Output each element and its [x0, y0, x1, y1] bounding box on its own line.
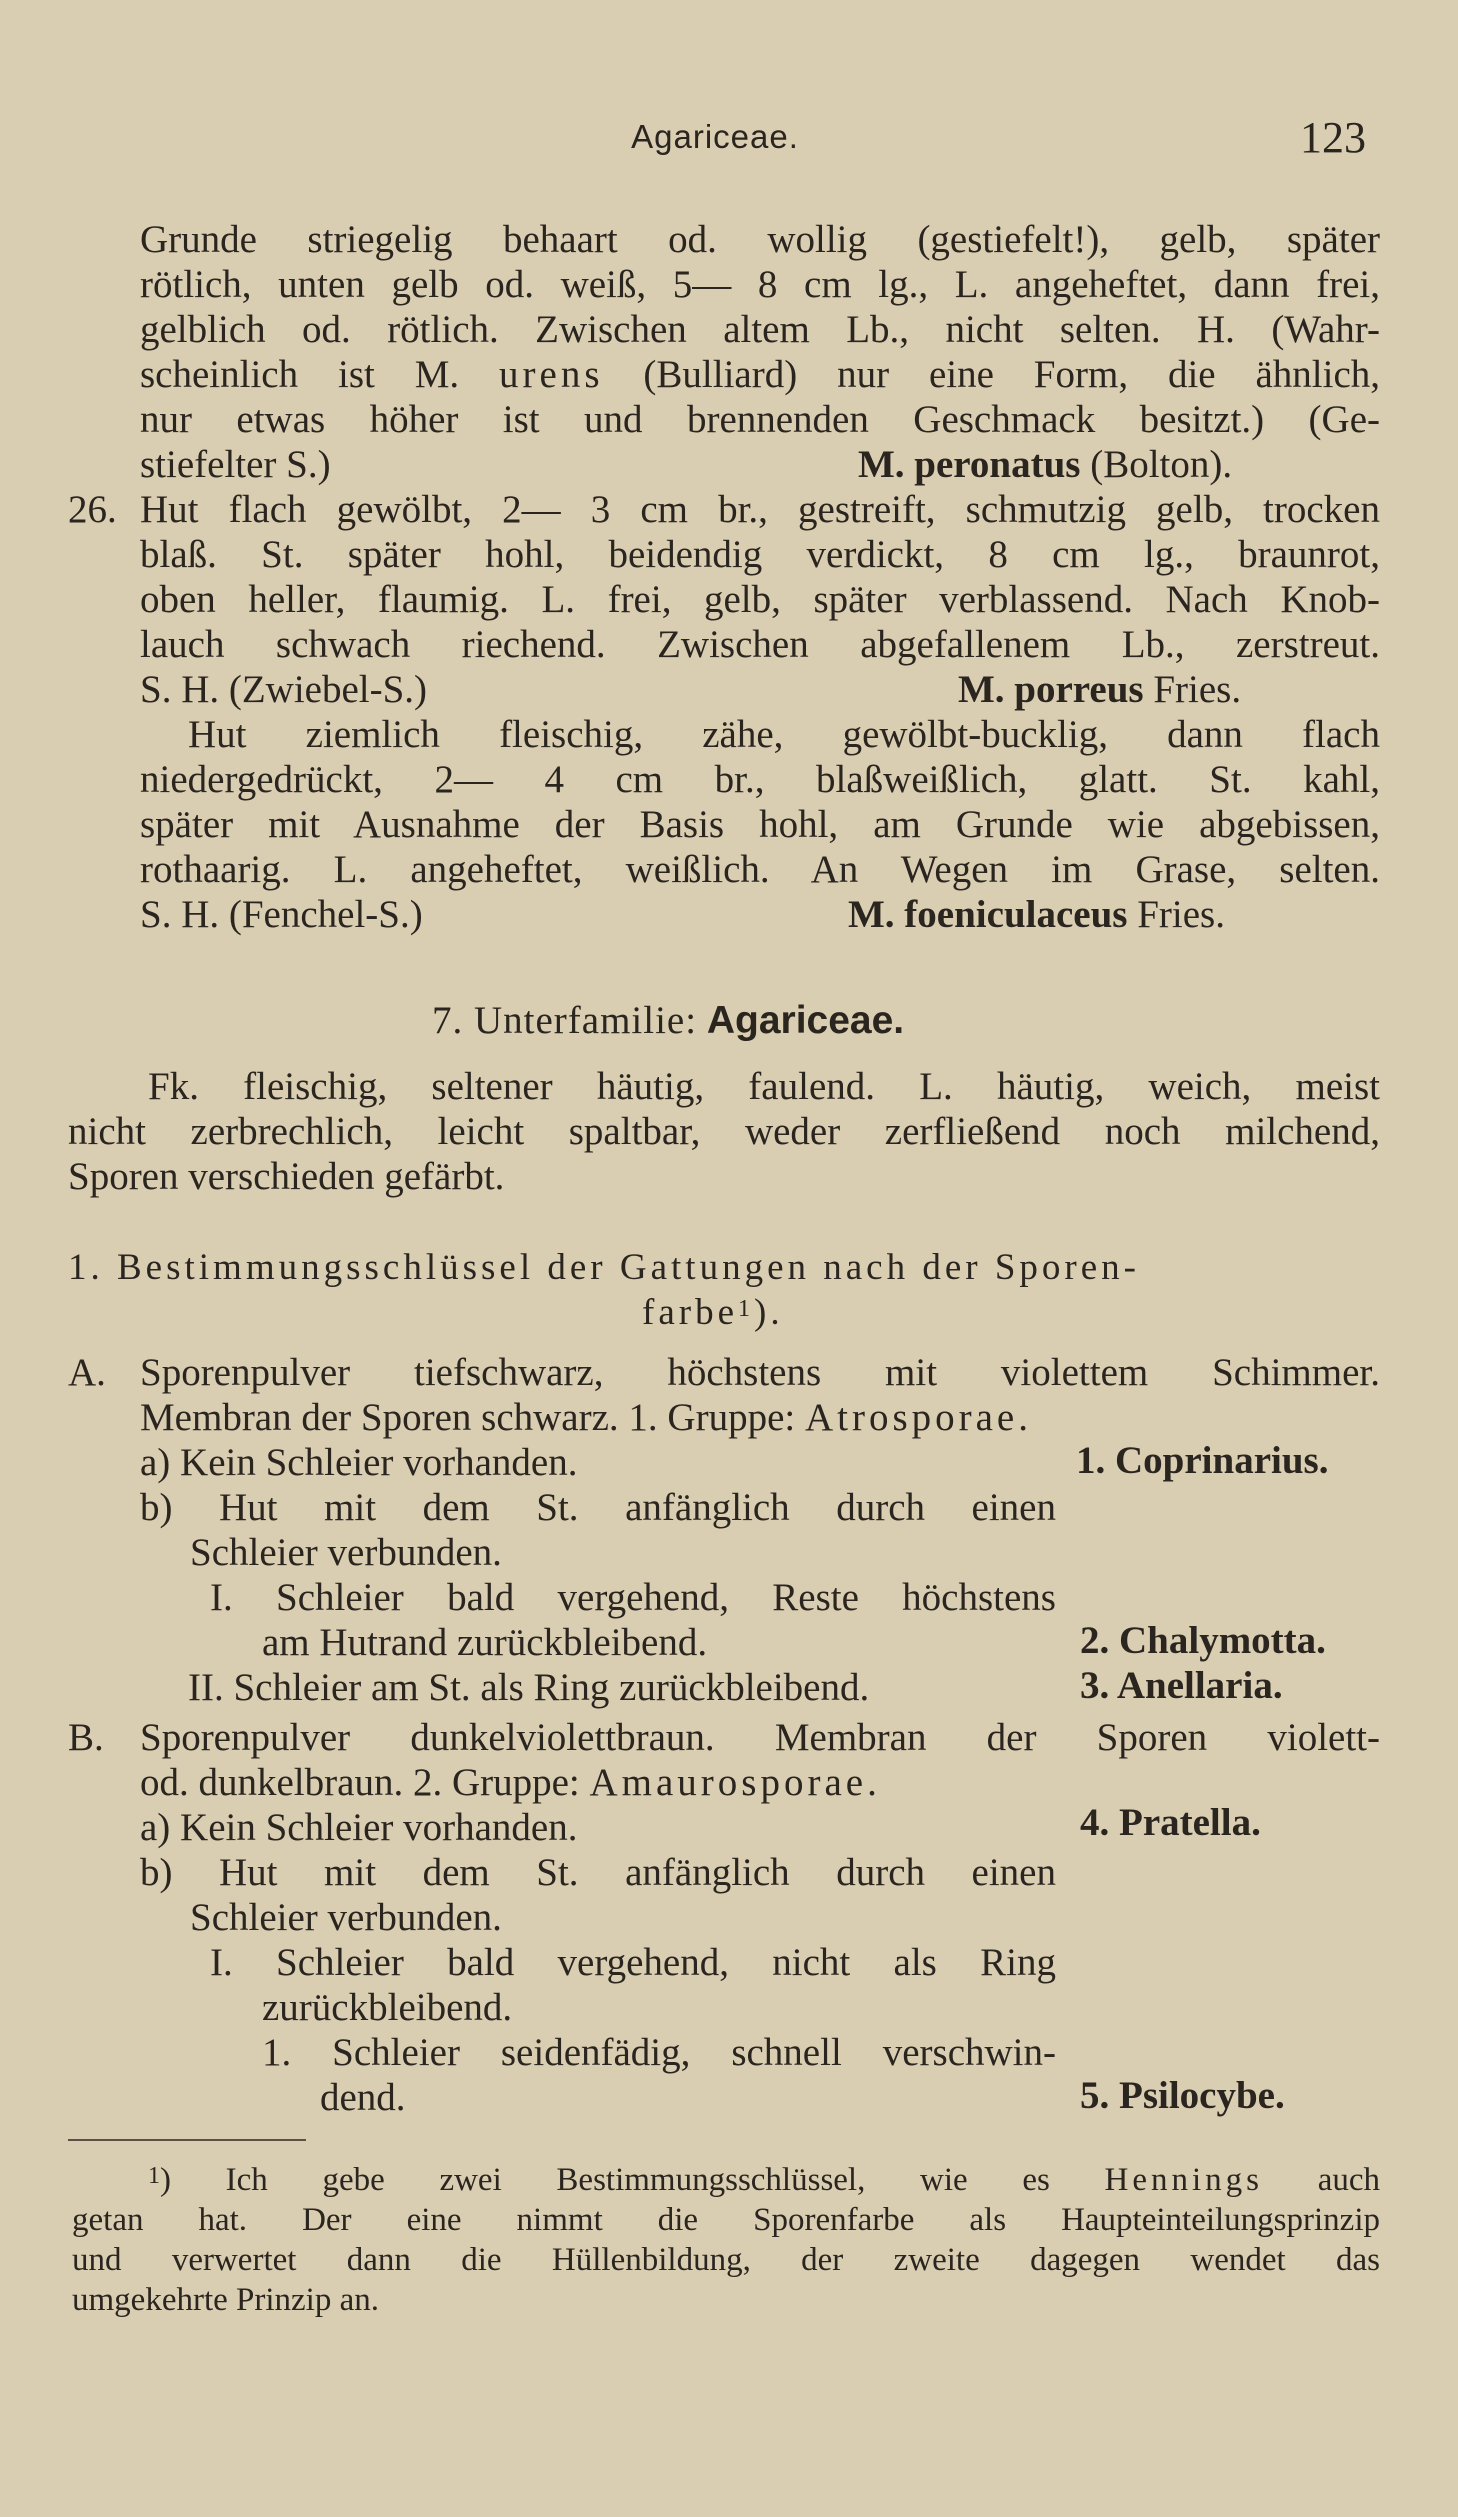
body-line: S. H. (Fenchel-S.): [140, 893, 423, 936]
body-line: später mit Ausnahme der Basis hohl, am Grunde wie abgebissen,: [140, 803, 1380, 846]
key-line: Membran der Sporen schwarz. 1. Gruppe: Atrosporae.: [140, 1396, 1032, 1439]
footnote-line: umgekehrte Prinzip an.: [72, 2282, 379, 2318]
body-line: stiefelter S.): [140, 443, 331, 486]
key-line: 1. Schleier seidenfädig, schnell verschwin-: [262, 2031, 1056, 2074]
page-number: 123: [1300, 113, 1366, 162]
genus-name: 3. Anellaria.: [1080, 1664, 1283, 1707]
key-line: b) Hut mit dem St. anfänglich durch einen: [140, 1851, 1056, 1894]
spaced-name: urens: [499, 353, 604, 396]
key-heading: farbe$^1$).: [642, 1292, 784, 1333]
body-line: Hut flach gewölbt, 2— 3 cm br., gestreift, schmutzig gelb, trocken: [140, 488, 1380, 531]
key-line: I. Schleier bald vergehend, Reste höchstens: [210, 1576, 1056, 1619]
section-heading: 7. Unterfamilie: Agariceae.: [432, 999, 905, 1042]
body-line: blaß. St. später hohl, beidendig verdickt, 8 cm lg., braunrot,: [140, 533, 1380, 576]
key-line: a) Kein Schleier vorhanden.: [140, 1441, 578, 1484]
key-line: Sporenpulver dunkelviolettbraun. Membran der Sporen violett-: [140, 1716, 1380, 1759]
body-line: nur etwas höher ist und brennenden Geschmack besitzt.) (Ge-: [140, 398, 1380, 441]
body-line: rothaarig. L. angeheftet, weißlich. An Wegen im Grase, selten.: [140, 848, 1380, 891]
body-line: S. H. (Zwiebel-S.): [140, 668, 428, 711]
genus-name: 1. Coprinarius.: [1076, 1439, 1329, 1482]
key-line: II. Schleier am St. als Ring zurückbleibend.: [188, 1666, 870, 1709]
footnote-line: und verwertet dann die Hüllenbildung, der zweite dagegen wendet das: [72, 2242, 1380, 2278]
body-line: nicht zerbrechlich, leicht spaltbar, weder zerfließend noch milchend,: [68, 1110, 1380, 1153]
genus-name: 4. Pratella.: [1080, 1801, 1261, 1844]
body-line: gelblich od. rötlich. Zwischen altem Lb., nicht selten. H. (Wahr-: [140, 308, 1380, 351]
genus-name: 5. Psilocybe.: [1080, 2074, 1285, 2117]
genus-name: 2. Chalymotta.: [1080, 1619, 1326, 1662]
footnote-rule: [68, 2139, 306, 2141]
body-line: lauch schwach riechend. Zwischen abgefallenem Lb., zerstreut.: [140, 623, 1380, 666]
entry-number: 26.: [68, 488, 117, 531]
body-line: niedergedrückt, 2— 4 cm br., blaßweißlich, glatt. St. kahl,: [140, 758, 1380, 801]
body-line: Sporen verschieden gefärbt.: [68, 1155, 505, 1198]
key-line: am Hutrand zurückbleibend.: [262, 1621, 708, 1664]
footnote-line: getan hat. Der eine nimmt die Sporenfarbe als Haupteinteilungsprinzip: [72, 2202, 1380, 2238]
body-line: Grunde striegelig behaart od. wollig (gestiefelt!), gelb, später: [140, 218, 1380, 261]
body-line: rötlich, unten gelb od. weiß, 5— 8 cm lg., L. angeheftet, dann frei,: [140, 263, 1380, 306]
body-line: scheinlich ist M. urens (Bulliard) nur eine Form, die ähnlich,: [140, 353, 1381, 396]
key-line: I. Schleier bald vergehend, nicht als Ring: [210, 1941, 1056, 1984]
key-label: B.: [68, 1716, 104, 1759]
key-line: od. dunkelbraun. 2. Gruppe: Amaurosporae.: [140, 1761, 881, 1804]
species-name: M. porreus Fries.: [958, 668, 1242, 711]
key-label: A.: [68, 1351, 106, 1394]
running-header: Agariceae.: [631, 118, 799, 155]
species-name: M. foeniculaceus Fries.: [848, 893, 1225, 936]
key-line: dend.: [320, 2076, 406, 2119]
key-line: b) Hut mit dem St. anfänglich durch einen: [140, 1486, 1056, 1529]
body-line: Hut ziemlich fleischig, zähe, gewölbt-bucklig, dann flach: [188, 713, 1380, 756]
key-line: Sporenpulver tiefschwarz, höchstens mit violettem Schimmer.: [140, 1351, 1380, 1394]
key-line: Schleier verbunden.: [190, 1896, 502, 1939]
key-heading: 1. Bestimmungsschlüssel der Gattungen nach der Sporen-: [68, 1247, 1140, 1288]
key-line: a) Kein Schleier vorhanden.: [140, 1806, 578, 1849]
species-name: M. peronatus (Bolton).: [858, 443, 1233, 486]
body-line: Fk. fleischig, seltener häutig, faulend. L. häutig, weich, meist: [148, 1065, 1380, 1108]
key-line: zurückbleibend.: [262, 1986, 513, 2029]
key-line: Schleier verbunden.: [190, 1531, 502, 1574]
footnote-line: $^1$) Ich gebe zwei Bestimmungsschlüssel, wie es Hennings auch: [148, 2162, 1381, 2198]
body-line: oben heller, flaumig. L. frei, gelb, später verblassend. Nach Knob-: [140, 578, 1380, 621]
